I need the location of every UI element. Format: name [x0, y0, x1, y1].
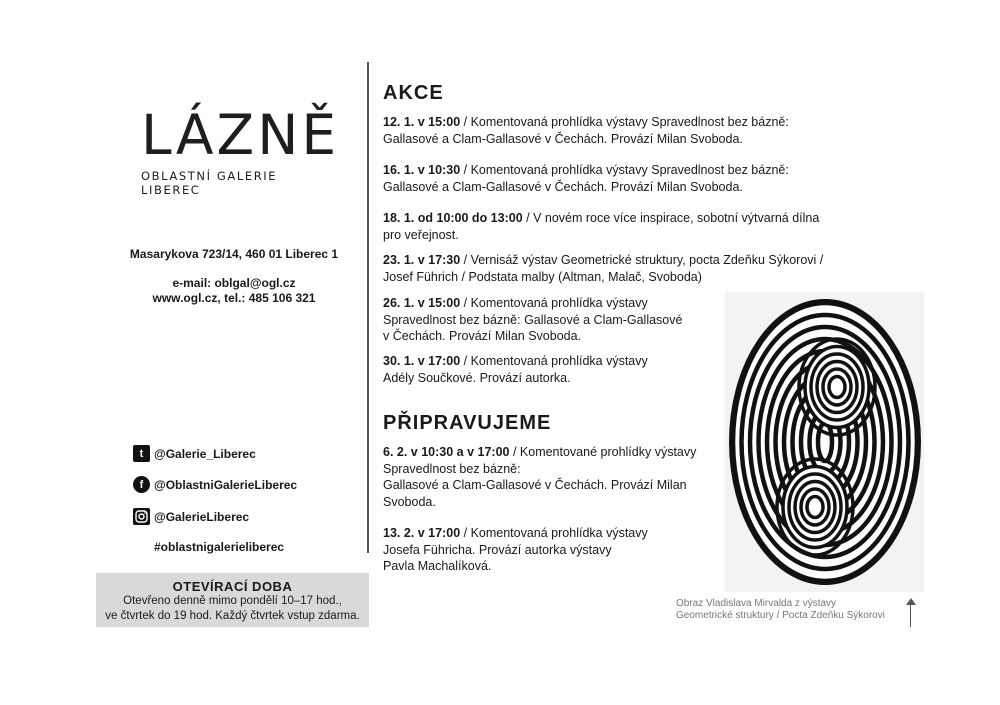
- event-text: Spravedlnost bez bázně:: [383, 461, 521, 476]
- arrow-up-icon: [906, 598, 916, 605]
- event-text: v Čechách. Provází Milan Svoboda.: [383, 329, 582, 343]
- event-item: [383, 252, 823, 285]
- event-date: 12. 1. v 15:00: [383, 115, 461, 129]
- stripe-loop: [807, 497, 823, 518]
- contact-info: [120, 276, 348, 306]
- event-item: [383, 295, 682, 345]
- event-text: Gallasové a Clam-Gallasové v Čechách. Provází Milan Svoboda.: [383, 131, 743, 146]
- arrow-up-icon-stem: [910, 602, 911, 627]
- event-text: / V novém roce více inspirace, sobotní výtvarná dílna: [522, 211, 820, 225]
- event-item: [383, 353, 648, 386]
- artwork-image: [725, 292, 924, 592]
- event-text: Spravedlnost bez bázně: Gallasové a Clam-Gallasové: [383, 312, 683, 327]
- opening-hours-line2: ve čtvrtek do 19 hod. Každý čtvrtek vstup zdarma.: [105, 610, 360, 622]
- logo-title: LÁZNĚ: [141, 103, 340, 167]
- event-date: 30. 1. v 17:00: [383, 354, 461, 368]
- caption-line2: Geometrické struktury / Pocta Zdeňku Sýkorovi: [676, 610, 885, 621]
- event-text: / Komentovaná prohlídka výstavy: [460, 526, 648, 540]
- event-text: / Komentovaná prohlídka výstavy Spravedlnost bez bázně:: [460, 115, 789, 129]
- event-text: / Komentovaná prohlídka výstavy Spravedlnost bez bázně:: [460, 163, 789, 177]
- event-item: [383, 210, 819, 243]
- event-text: Josef Führich / Podstata malby (Altman, Malač, Svoboda): [383, 269, 702, 284]
- event-item: [383, 162, 789, 195]
- stripe-loop: [829, 377, 845, 398]
- event-date: 16. 1. v 10:30: [383, 163, 461, 177]
- social-instagram[interactable]: [133, 508, 249, 525]
- event-item: [383, 114, 789, 147]
- event-date: 6. 2. v 10:30 a v 17:00: [383, 445, 510, 459]
- event-text: / Komentovaná prohlídka výstavy: [460, 354, 648, 368]
- email-text[interactable]: e-mail: oblgal@ogl.cz: [172, 276, 296, 290]
- artwork-caption: [676, 598, 885, 622]
- opening-hours-box: [96, 573, 369, 627]
- event-date: 23. 1. v 17:30: [383, 253, 461, 267]
- opening-hours-title: OTEVÍRACÍ DOBA: [172, 579, 293, 594]
- address: Masarykova 723/14, 460 01 Liberec 1: [129, 247, 339, 261]
- logo-subtitle: OBLASTNÍ GALERIE LIBEREC: [141, 169, 278, 197]
- event-date: 18. 1. od 10:00 do 13:00: [383, 211, 523, 225]
- akce-heading: AKCE: [383, 82, 444, 104]
- event-text: Svoboda.: [383, 494, 436, 509]
- event-text: Gallasové a Clam-Gallasové v Čechách. Provází Milan Svoboda.: [383, 179, 743, 194]
- instagram-handle[interactable]: @GalerieLiberec: [154, 509, 250, 524]
- gallery-logo: [141, 103, 340, 197]
- social-facebook[interactable]: [133, 476, 297, 493]
- event-text: / Komentovaná prohlídka výstavy: [460, 296, 648, 310]
- caption-line1: Obraz Vladislava Mirvalda z výstavy: [676, 598, 837, 609]
- event-item: [383, 444, 696, 510]
- event-text: Josefa Führicha. Provází autorka výstavy: [383, 542, 612, 557]
- event-text: / Vernisáž výstav Geometrické struktury, pocta Zdeňku Sýkorovi /: [460, 253, 824, 267]
- web-phone-text[interactable]: www.ogl.cz, tel.: 485 106 321: [152, 291, 316, 305]
- opening-hours-line1: Otevřeno denně mimo pondělí 10–17 hod.,: [123, 595, 342, 607]
- event-item: [383, 525, 648, 575]
- facebook-icon: f: [133, 476, 150, 493]
- op-art-painting: [725, 292, 924, 592]
- event-date: 13. 2. v 17:00: [383, 526, 461, 540]
- event-text: Pavla Machalíková.: [383, 559, 492, 573]
- twitter-handle[interactable]: @Galerie_Liberec: [154, 446, 256, 461]
- event-text: Adély Součkové. Provází autorka.: [383, 370, 571, 385]
- hashtag: #oblastnigalerieliberec: [154, 540, 285, 554]
- event-text: / Komentované prohlídky výstavy: [509, 445, 697, 459]
- event-text: pro veřejnost.: [383, 227, 459, 242]
- instagram-icon: [133, 508, 150, 525]
- column-divider: [367, 62, 369, 553]
- event-text: Gallasové a Clam-Gallasové v Čechách. Provází Milan: [383, 478, 687, 492]
- social-twitter[interactable]: [133, 445, 256, 462]
- facebook-handle[interactable]: @OblastniGalerieLiberec: [154, 477, 298, 492]
- event-date: 26. 1. v 15:00: [383, 296, 461, 310]
- pripravujeme-heading: PŘIPRAVUJEME: [383, 412, 552, 434]
- twitter-icon: t: [133, 445, 150, 462]
